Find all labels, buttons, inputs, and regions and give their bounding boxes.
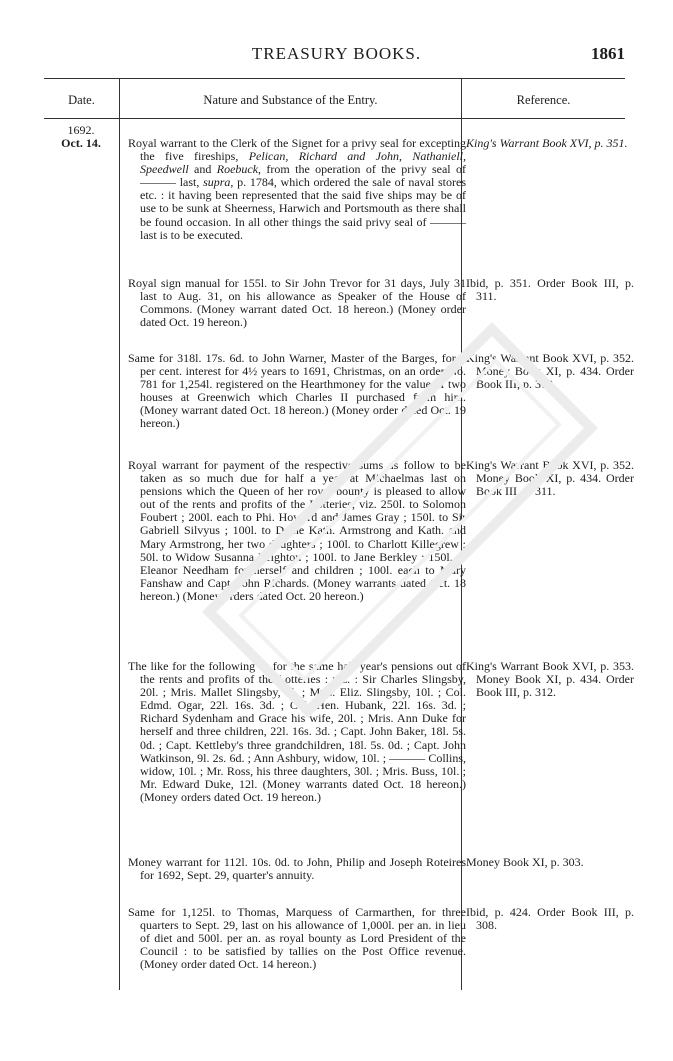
running-header (0, 44, 673, 68)
entry-4-text: Royal warrant for payment of the respective sums as follow to be taken as so much due for half a year at Michaelmas last on pensions which the Queen of her royal bounty is pleased to allow out of the rents and profits of the Lotteries, viz. 250l. to Solomon Foubert ; 200l. each to Phi. Howard and James Gray ; 150l. to Sir Gabriell Silvyus ; 100l. to Dame Kath. Armstrong and Kath. and Mary Armstrong, her two daughters ; 100l. to Charlott Killegrew ; 50l. to Widow Susanna Leighton ; 100l. to Jane Berkley ; 150l. to Eleanor Needham for herself and children ; 100l. each to Mary Fanshaw and Capt. John Richards. (Money warrants dated Oct. 18 hereon.) (Money orders dated Oct. 20 hereon.) (128, 458, 466, 603)
entry-1-reference: King's Warrant Book XVI, p. 351. (466, 136, 628, 150)
header-bottom-rule (44, 118, 625, 119)
column-head-reference: Reference. (516, 93, 571, 107)
top-rule (44, 78, 625, 79)
entry-3-reference: King's Warrant Book XVI, p. 352. Money Book XI, p. 434. Order Book III, p. 313. (466, 351, 634, 392)
entry-3-text: Same for 318l. 17s. 6d. to John Warner, Master of the Barges, for 6 per cent. interest for 4½ years to 1691, Christmas, on an order No. 781 for 1,254l. registered on the Hearthmoney for the value of two houses at Greenwich which Charles II purchased from him. (Money warrant dated Oct. 18 hereon.) (Money order dated Oct. 19 hereon.) (128, 351, 466, 431)
entry-5-text: The like for the following as for the same half year's pensions out of the rents and profits of the Lotteries : viz. : Sir Charles Slingsby, 20l. ; Mris. Mallet Slingsby, 4l. ; Mris. Eliz. Slingsby, 10l. ; Col. Edmd. Ogar, 22l. 16s. 3d. ; Col. Hen. Hubank, 22l. 16s. 3d. ; Richard Sydenham and Grace his wife, 20l. ; Mris. Ann Duke for herself and three children, 22l. 16s. 3d. ; Capt. John Baker, 18l. 5s. 0d. ; Capt. Kettleby's three grandchildren, 18l. 5s. 0d. ; Capt. John Watkinson, 9l. 2s. 6d. ; Ann Ashbury, widow, 10l. ; ——— Collins, widow, 10l. ; Mr. Ross, his three daughters, 30l. ; Mris. Buss, 10l. ; Mr. Edward Duke, 12l. (Money warrants dated Oct. 18 hereon.) (Money orders dated Oct. 19 hereon.) (128, 659, 466, 804)
entry-5-reference: King's Warrant Book XVI, p. 353. Money Book XI, p. 434. Order Book III, p. 312. (466, 659, 634, 700)
column-head-nature: Nature and Substance of the Entry. (203, 93, 378, 107)
entry-6-reference: Money Book XI, p. 303. (466, 855, 584, 869)
entry-2-reference: Ibid, p. 351. Order Book III, p. 311. (466, 276, 634, 304)
page-number: 1861 (591, 44, 625, 63)
entry-1-text: Royal warrant to the Clerk of the Signet for a privy seal for excepting the five fireships, Pelican, Richard and John, Nathaniell, Speedwell and Roebuck, from the operation of the privy seal of ——— last, supra, p. 1784, which ordered the sale of naval stores etc. : it having been represented that the said five ships may be of use to be sunk at Sheerness, Harwich and Portsmouth as there shall be found occasion. In all other things the said privy seal of ——— last is to be executed. (128, 136, 467, 242)
entry-7-reference: Ibid, p. 424. Order Book III, p. 308. (466, 905, 634, 933)
entry-4-reference: King's Warrant Book XVI, p. 352. Money Book XI, p. 434. Order Book III, p. 311. (466, 458, 634, 499)
entry-2-text: Royal sign manual for 155l. to Sir John Trevor for 31 days, July 31 last to Aug. 31, on his allowance as Speaker of the House of Commons. (Money warrant dated Oct. 18 hereon.) (Money order dated Oct. 19 hereon.) (128, 276, 466, 330)
date-column-divider (119, 78, 120, 990)
entry-6-text: Money warrant for 112l. 10s. 0d. to John, Philip and Joseph Roteires for 1692, Sept. 29, quarter's annuity. (128, 855, 466, 883)
header-title: TREASURY BOOKS. (251, 44, 422, 63)
entry-date-day: Oct. 14. (61, 136, 101, 150)
entry-7-text: Same for 1,125l. to Thomas, Marquess of Carmarthen, for three quarters to Sept. 29, last on his allowance of 1,000l. per an. in lieu of diet and 500l. per an. as royal bounty as Lord President of the Council : to be satisfied by tallies on the Post Office revenue. (Money order dated Oct. 14 hereon.) (128, 905, 466, 972)
entry-date-year: 1692. (67, 123, 95, 137)
column-head-date: Date. (68, 93, 95, 107)
